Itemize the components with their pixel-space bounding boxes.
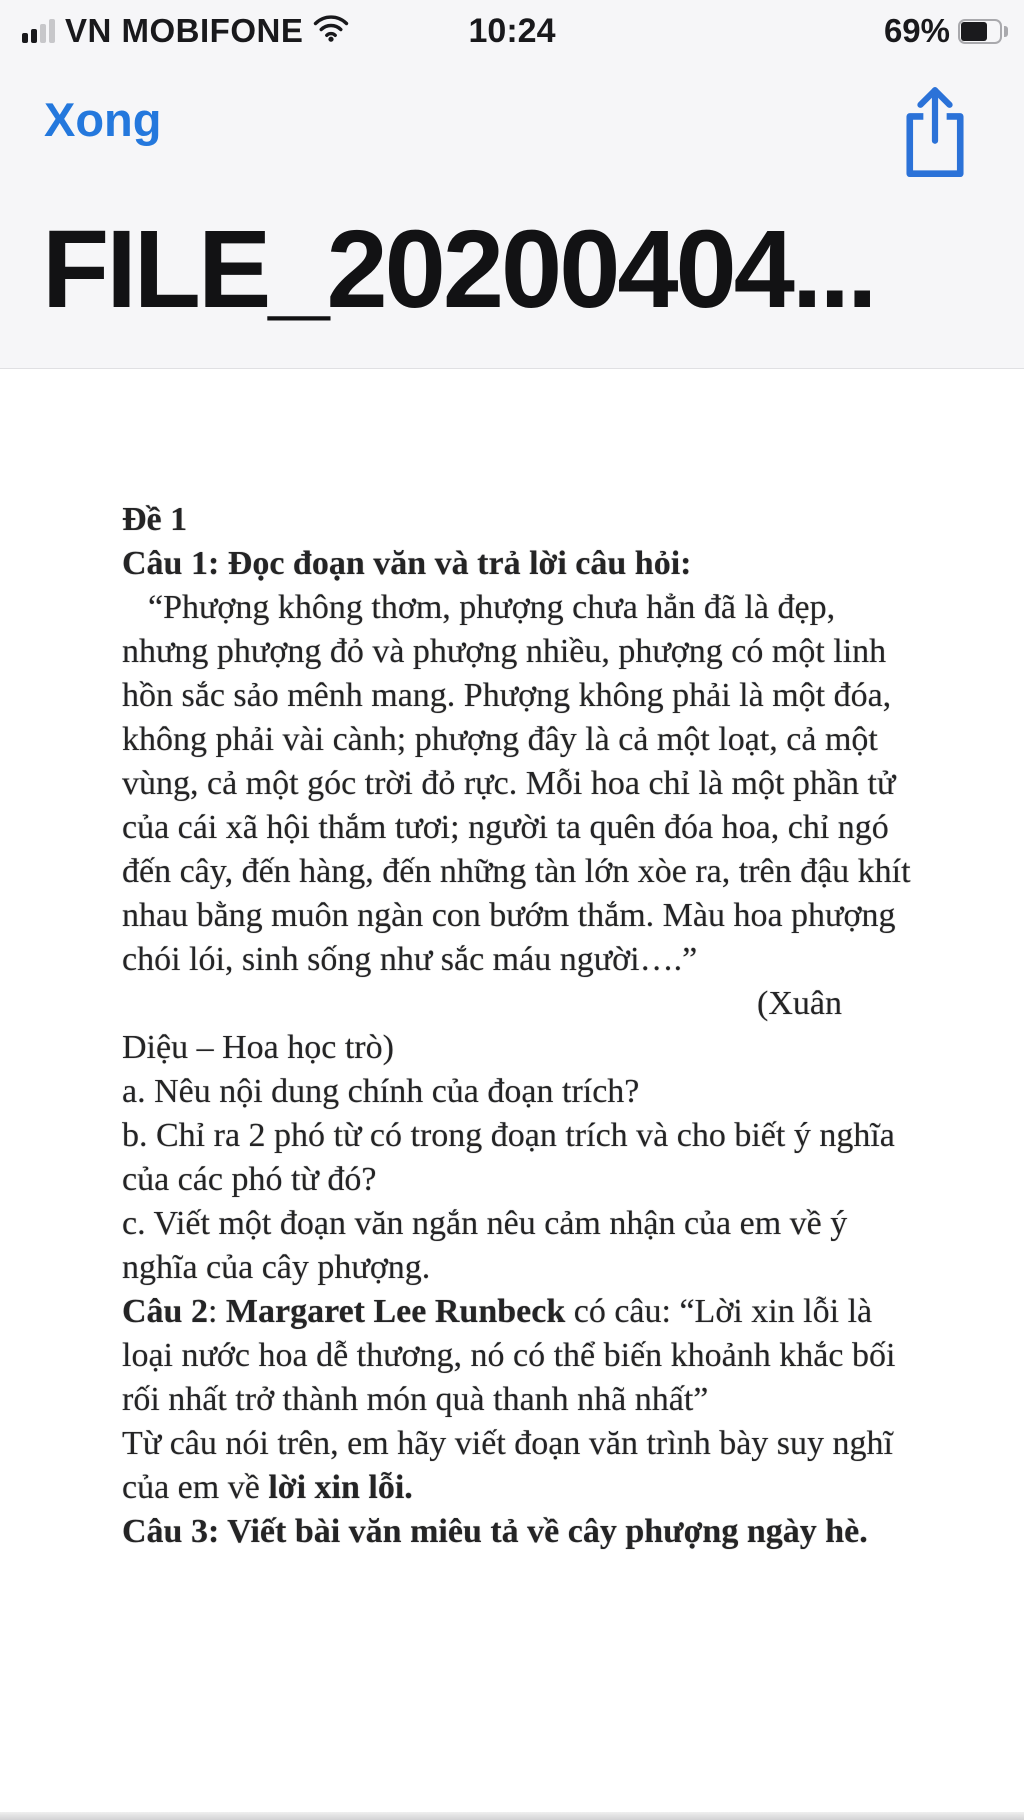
document-line: hồn sắc sảo mênh mang. Phượng không phải là một đóa, <box>122 677 892 714</box>
status-bar-center <box>0 0 1024 62</box>
document-line: “Phượng không thơm, phượng chưa hẳn đã là đẹp, <box>148 589 836 626</box>
document-line: của em về lời xin lỗi. <box>122 1469 413 1506</box>
file-title: FILE_20200404... <box>42 208 875 331</box>
battery-fill <box>961 22 987 41</box>
document-line: vùng, cả một góc trời đỏ rực. Mỗi hoa chỉ là một phần tử <box>122 765 896 802</box>
document-line: Diệu – Hoa học trò) <box>122 1029 394 1066</box>
document-line: Đề 1 <box>122 501 188 538</box>
document-line: nghĩa của cây phượng. <box>122 1249 431 1286</box>
battery-icon <box>958 19 1008 44</box>
done-button[interactable]: Xong <box>44 93 162 146</box>
document-text <box>122 498 914 1554</box>
battery-nub <box>1004 26 1008 37</box>
document-line: nhau bằng muôn ngàn con bướm thắm. Màu hoa phượng <box>122 897 896 934</box>
carrier-label: VN MOBIFONE <box>65 12 304 49</box>
document-line: Câu 2: Margaret Lee Runbeck có câu: “Lời xin lỗi là <box>122 1293 873 1330</box>
status-bar <box>0 0 1024 62</box>
share-button[interactable] <box>902 84 968 180</box>
document-line: c. Viết một đoạn văn ngắn nêu cảm nhận của em về ý <box>122 1205 848 1242</box>
document-line: rối nhất trở thành món quà thanh nhã nhất” <box>122 1381 709 1418</box>
document-line: a. Nêu nội dung chính của đoạn trích? <box>122 1073 640 1110</box>
bottom-bar <box>0 1812 1024 1820</box>
document-line: Từ câu nói trên, em hãy viết đoạn văn trình bày suy nghĩ <box>122 1425 893 1462</box>
clock: 10:24 <box>468 11 556 50</box>
share-icon <box>902 168 968 183</box>
document-line: Câu 3: Viết bài văn miêu tả về cây phượng ngày hè. <box>122 1513 868 1550</box>
document-header <box>0 0 1024 369</box>
document-line: chói lói, sinh sống như sắc máu người….” <box>122 941 698 978</box>
document-line: nhưng phượng đỏ và phượng nhiều, phượng có một linh <box>122 633 887 670</box>
document-line: Câu 1: Đọc đoạn văn và trả lời câu hỏi: <box>122 545 692 582</box>
document-line: không phải vài cành; phượng đây là cả một loạt, cả một <box>122 721 878 758</box>
status-bar-right <box>884 0 1008 62</box>
document-line: của các phó từ đó? <box>122 1161 377 1198</box>
document-line: của cái xã hội thắm tươi; người ta quên đóa hoa, chỉ ngó <box>122 809 889 846</box>
document-line: b. Chỉ ra 2 phó từ có trong đoạn trích và cho biết ý nghĩa <box>122 1117 895 1154</box>
document-line: loại nước hoa dễ thương, nó có thể biến khoảnh khắc bối <box>122 1337 896 1374</box>
battery-percent: 69% <box>883 12 950 49</box>
document-page[interactable] <box>0 370 1024 1812</box>
document-line: (Xuân <box>757 985 842 1022</box>
document-line: đến cây, đến hàng, đến những tàn lớn xòe ra, trên đậu khít <box>122 853 911 890</box>
